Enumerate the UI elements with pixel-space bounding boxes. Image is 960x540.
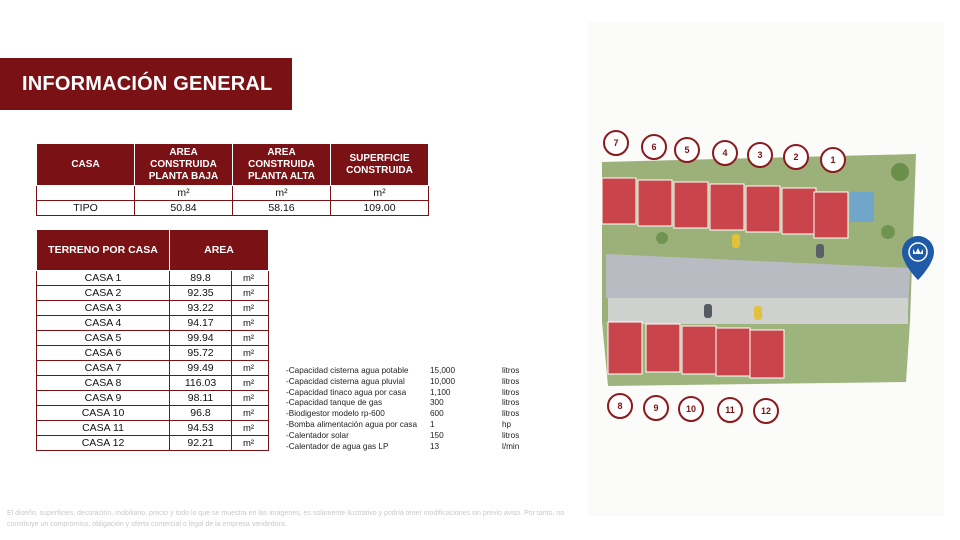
lot-unit-cell: m² bbox=[232, 376, 269, 391]
spec-label: -Calentador de agua gas LP bbox=[286, 441, 389, 451]
unit-cell: m² bbox=[331, 186, 429, 201]
lot-number-10: 10 bbox=[678, 396, 704, 422]
car bbox=[704, 304, 712, 318]
table-row bbox=[37, 286, 269, 301]
spec-value: 10,000 bbox=[430, 376, 456, 386]
lot-area-cell: 116.03 bbox=[170, 376, 232, 391]
lot-area-cell: 94.53 bbox=[170, 421, 232, 436]
site-plan-render bbox=[588, 22, 944, 516]
lot-area-cell: 92.21 bbox=[170, 436, 232, 451]
spec-unit: litros bbox=[502, 376, 520, 386]
spec-unit: litros bbox=[502, 366, 520, 375]
house-roof-4 bbox=[710, 184, 744, 230]
lot-number-8: 8 bbox=[607, 393, 633, 419]
table-row bbox=[37, 301, 269, 316]
spec-row bbox=[286, 420, 526, 431]
page-title: INFORMACIÓN GENERAL bbox=[0, 58, 292, 110]
tree bbox=[656, 232, 668, 244]
header-area: AREA bbox=[170, 230, 269, 271]
table-row bbox=[37, 421, 269, 436]
lot-name-cell: CASA 10 bbox=[37, 406, 170, 421]
lot-number-4: 4 bbox=[712, 140, 738, 166]
construction-table bbox=[36, 143, 429, 216]
value-cell: 58.16 bbox=[233, 201, 331, 216]
spec-value: 1,100 bbox=[430, 387, 451, 397]
lot-number-7: 7 bbox=[603, 130, 629, 156]
lot-number-6: 6 bbox=[641, 134, 667, 160]
spec-row bbox=[286, 431, 526, 442]
spec-unit: litros bbox=[502, 430, 520, 440]
lot-number-5: 5 bbox=[674, 137, 700, 163]
table-row bbox=[37, 436, 269, 451]
spec-row bbox=[286, 388, 526, 399]
lot-unit-cell: m² bbox=[232, 286, 269, 301]
spec-label: -Capacidad tinaco agua por casa bbox=[286, 387, 407, 397]
spec-label: -Biodigestor modelo rp-600 bbox=[286, 409, 385, 419]
lot-number-1: 1 bbox=[820, 147, 846, 173]
house-roof-2 bbox=[782, 188, 816, 234]
table-row bbox=[37, 406, 269, 421]
spec-value: 13 bbox=[430, 441, 440, 451]
lot-area-cell: 96.8 bbox=[170, 406, 232, 421]
tree bbox=[891, 163, 909, 181]
house-roof-7 bbox=[602, 178, 636, 224]
spec-value: 15,000 bbox=[430, 366, 456, 375]
lot-unit-cell: m² bbox=[232, 421, 269, 436]
spec-row bbox=[286, 366, 526, 377]
lot-number-12: 12 bbox=[753, 398, 779, 424]
header-planta-baja: AREA CONSTRUIDA PLANTA BAJA bbox=[135, 144, 233, 186]
spec-row bbox=[286, 409, 526, 420]
spec-label: -Bomba alimentación agua por casa bbox=[286, 419, 418, 429]
header-planta-alta: AREA CONSTRUIDA PLANTA ALTA bbox=[233, 144, 331, 186]
table-row bbox=[37, 361, 269, 376]
houses-bottom-row bbox=[608, 322, 784, 378]
disclaimer-text: El diseño, superficies, decoración, mobiliario, precio y todo lo que se muestra en las imágenes, es solamente ilustrativo y podría tener modificaciones sin previo aviso. Por tanto, no constituye un compromiso, obligación y oferta comercial o legal de la empresa vendedora. bbox=[7, 510, 565, 528]
lot-unit-cell: m² bbox=[232, 361, 269, 376]
lot-area-cell: 99.94 bbox=[170, 331, 232, 346]
spec-label: -Capacidad cisterna agua pluvial bbox=[286, 376, 405, 386]
house-roof-5 bbox=[674, 182, 708, 228]
lot-name-cell: CASA 5 bbox=[37, 331, 170, 346]
lot-area-cell: 95.72 bbox=[170, 346, 232, 361]
header-superficie: SUPERFICIE CONSTRUIDA bbox=[331, 144, 429, 186]
spec-value: 300 bbox=[430, 398, 444, 408]
spec-row bbox=[286, 442, 526, 453]
house-roof-10 bbox=[682, 326, 716, 374]
spec-value: 1 bbox=[430, 419, 435, 429]
table-row bbox=[37, 316, 269, 331]
lot-area-cell: 99.49 bbox=[170, 361, 232, 376]
spec-unit: litros bbox=[502, 409, 520, 419]
spec-value: 600 bbox=[430, 409, 444, 419]
lot-name-cell: CASA 12 bbox=[37, 436, 170, 451]
table-row bbox=[37, 331, 269, 346]
lot-name-cell: CASA 2 bbox=[37, 286, 170, 301]
lot-name-cell: CASA 4 bbox=[37, 316, 170, 331]
lot-unit-cell: m² bbox=[232, 301, 269, 316]
spec-unit: litros bbox=[502, 387, 520, 397]
value-cell: 50.84 bbox=[135, 201, 233, 216]
table-row bbox=[37, 346, 269, 361]
house-roof-6 bbox=[638, 180, 672, 226]
lot-name-cell: CASA 6 bbox=[37, 346, 170, 361]
header-terreno: TERRENO POR CASA bbox=[37, 230, 170, 271]
unit-cell: m² bbox=[135, 186, 233, 201]
lot-area-cell: 93.22 bbox=[170, 301, 232, 316]
car bbox=[754, 306, 762, 320]
house-roof-3 bbox=[746, 186, 780, 232]
lot-area-cell: 92.35 bbox=[170, 286, 232, 301]
lot-unit-cell: m² bbox=[232, 406, 269, 421]
table-row bbox=[37, 376, 269, 391]
house-roof-11 bbox=[716, 328, 750, 376]
spec-unit: litros bbox=[502, 398, 520, 408]
value-cell: 109.00 bbox=[331, 201, 429, 216]
lot-area-cell: 94.17 bbox=[170, 316, 232, 331]
specifications-list bbox=[286, 366, 526, 452]
spec-label: -Capacidad cisterna agua potable bbox=[286, 366, 409, 375]
unit-cell bbox=[37, 186, 135, 201]
lot-name-cell: CASA 9 bbox=[37, 391, 170, 406]
lot-name-cell: CASA 8 bbox=[37, 376, 170, 391]
car bbox=[816, 244, 824, 258]
tree bbox=[881, 225, 895, 239]
pool bbox=[850, 192, 874, 222]
header-casa: CASA bbox=[37, 144, 135, 186]
site-plan bbox=[588, 22, 944, 516]
house-roof-9 bbox=[646, 324, 680, 372]
lot-area-table bbox=[36, 229, 269, 451]
lot-name-cell: CASA 3 bbox=[37, 301, 170, 316]
spec-value: 150 bbox=[430, 430, 444, 440]
house-roof-12 bbox=[750, 330, 784, 378]
table-row bbox=[37, 391, 269, 406]
lot-number-3: 3 bbox=[747, 142, 773, 168]
lot-number-9: 9 bbox=[643, 395, 669, 421]
lot-number-2: 2 bbox=[783, 144, 809, 170]
lot-unit-cell: m² bbox=[232, 316, 269, 331]
lot-unit-cell: m² bbox=[232, 391, 269, 406]
spec-row bbox=[286, 398, 526, 409]
house-roof-8 bbox=[608, 322, 642, 374]
lot-unit-cell: m² bbox=[232, 331, 269, 346]
type-cell: TIPO bbox=[37, 201, 135, 216]
lot-area-cell: 98.11 bbox=[170, 391, 232, 406]
lot-unit-cell: m² bbox=[232, 346, 269, 361]
lot-unit-cell: m² bbox=[232, 436, 269, 451]
spec-label: -Capacidad tanque de gas bbox=[286, 398, 383, 408]
table-row bbox=[37, 271, 269, 286]
car bbox=[732, 234, 740, 248]
spec-unit: hp bbox=[502, 419, 512, 429]
lot-name-cell: CASA 11 bbox=[37, 421, 170, 436]
house-roof-1 bbox=[814, 192, 848, 238]
unit-cell: m² bbox=[233, 186, 331, 201]
spec-row bbox=[286, 377, 526, 388]
spec-unit: l/min bbox=[502, 441, 520, 451]
lot-name-cell: CASA 1 bbox=[37, 271, 170, 286]
lot-number-11: 11 bbox=[717, 397, 743, 423]
lot-unit-cell: m² bbox=[232, 271, 269, 286]
lot-name-cell: CASA 7 bbox=[37, 361, 170, 376]
spec-label: -Calentador solar bbox=[286, 430, 349, 440]
lot-area-cell: 89.8 bbox=[170, 271, 232, 286]
